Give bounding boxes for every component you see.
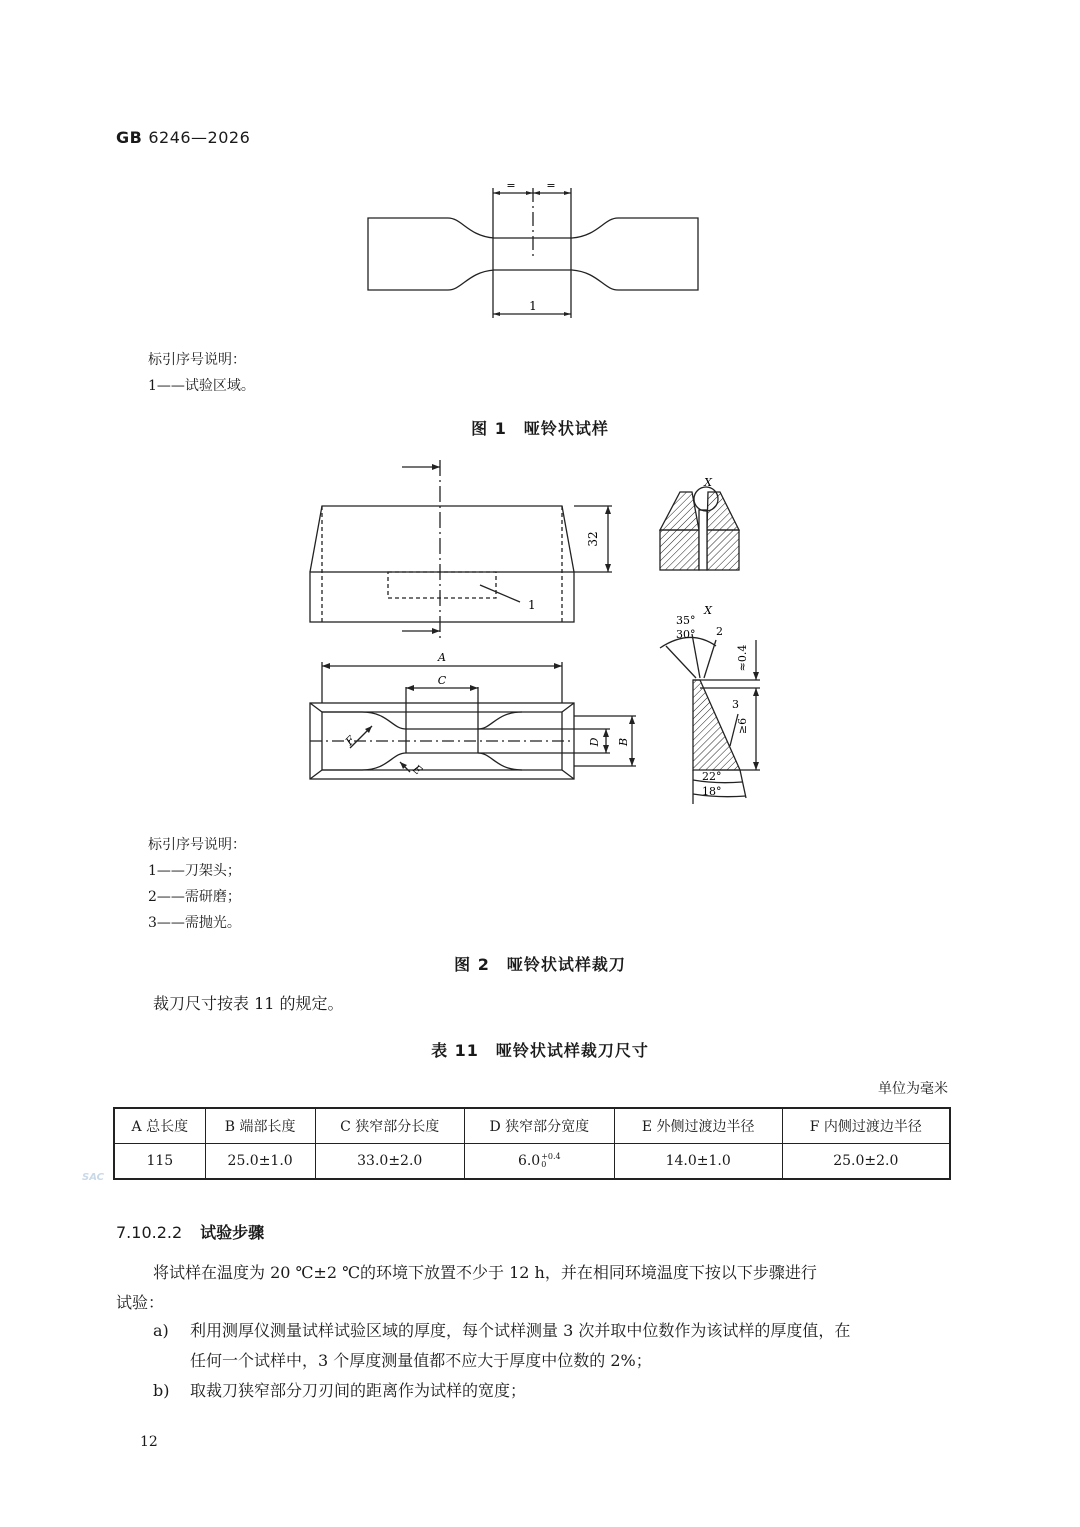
dim-a-label: A — [438, 651, 446, 664]
figure-1-caption: 图 1 哑铃状试样 — [471, 419, 609, 438]
radius-e-label: E — [410, 762, 425, 778]
d-nominal-value: 6.0 — [517, 1153, 541, 1169]
table-header: F 内侧过渡边半径 — [782, 1108, 950, 1144]
unit-note: 单位为毫米 — [878, 1081, 948, 1097]
dim-approx-04-label: ≈0.4 — [736, 644, 749, 672]
angle-22-label: 22° — [702, 770, 722, 783]
table-cell: 115 — [114, 1144, 205, 1180]
procedure-paragraph — [116, 1258, 952, 1318]
detail-x-title: X — [704, 604, 712, 617]
legend-title: 标引序号说明： — [148, 352, 246, 368]
angle-35-label: 35° — [676, 614, 696, 627]
legend-item: 3——需抛光。 — [148, 915, 241, 931]
cutter-dimension-table — [113, 1107, 951, 1180]
table-cell-d — [464, 1144, 614, 1180]
legend-item: 1——试验区域。 — [148, 378, 255, 394]
list-marker: a) — [153, 1321, 169, 1340]
section-number: 7.10.2.2 — [116, 1223, 183, 1242]
table-header: A 总长度 — [114, 1108, 205, 1144]
list-item-text — [190, 1316, 850, 1376]
dim-c-label: C — [437, 674, 447, 687]
legend-item: 1——刀架头； — [148, 863, 241, 879]
table-cell: 33.0±2.0 — [315, 1144, 464, 1180]
dim-equal-mark-right: = — [546, 179, 556, 192]
table-reference-paragraph: 裁刀尺寸按表 11 的规定。 — [153, 994, 344, 1013]
standard-code: GB — [116, 128, 143, 147]
figure-2-legend — [148, 832, 246, 936]
legend-item: 2——需研磨； — [148, 889, 241, 905]
standard-number: 6246—2026 — [148, 128, 251, 147]
page-number: 12 — [140, 1434, 158, 1450]
list-item — [153, 1376, 953, 1406]
list-marker: b) — [153, 1381, 170, 1400]
radius-f-label: F — [342, 733, 358, 749]
dim-d-label: D — [588, 737, 601, 747]
callout-3-label: 3 — [732, 698, 739, 711]
table-header: E 外侧过渡边半径 — [614, 1108, 782, 1144]
table-cell: 14.0±1.0 — [614, 1144, 782, 1180]
list-line: 任何一个试样中，3 个厚度测量值都不应大于厚度中位数的 2%； — [190, 1351, 652, 1370]
d-tolerance-upper: +0.4 — [541, 1152, 561, 1161]
section-heading — [116, 1220, 264, 1243]
list-item-text: 取裁刀狭窄部分刀刃间的距离作为试样的宽度； — [190, 1381, 527, 1400]
paragraph-line: 试验： — [116, 1293, 165, 1312]
dim-b-label: B — [617, 737, 630, 747]
table-cell: 25.0±1.0 — [205, 1144, 315, 1180]
callout-2-label: 2 — [716, 625, 723, 638]
table-header: C 狭窄部分长度 — [315, 1108, 464, 1144]
paragraph-line: 将试样在温度为 20 ℃±2 ℃的环境下放置不少于 12 h，并在相同环境温度下按以下步骤进行 — [153, 1263, 817, 1282]
d-tolerance-lower: 0 — [541, 1160, 547, 1169]
legend-title: 标引序号说明： — [148, 837, 246, 853]
section-title: 试验步骤 — [200, 1223, 265, 1242]
procedure-list — [153, 1316, 953, 1406]
table-header: B 端部长度 — [205, 1108, 315, 1144]
table-row — [114, 1144, 950, 1180]
list-line: 利用测厚仪测量试样试验区域的厚度，每个试样测量 3 次并取中位数作为该试样的厚度值，在 — [190, 1321, 851, 1340]
angle-18-label: 18° — [702, 785, 722, 798]
dim-equal-mark-left: = — [506, 179, 516, 192]
table-header: D 狭窄部分宽度 — [464, 1108, 614, 1144]
dim-min-6-label: ≥6 — [736, 717, 749, 735]
test-area-label: 1 — [529, 299, 537, 313]
sac-watermark: SAC — [82, 1172, 104, 1183]
angle-30-label: 30° — [676, 628, 696, 641]
table-header-row — [114, 1108, 950, 1144]
figure-2-caption: 图 2 哑铃状试样裁刀 — [454, 955, 626, 974]
table-cell: 25.0±2.0 — [782, 1144, 950, 1180]
table-11-caption: 表 11 哑铃状试样裁刀尺寸 — [431, 1041, 649, 1060]
figure-1-legend — [148, 347, 255, 399]
list-item — [153, 1316, 953, 1376]
callout-1-label: 1 — [528, 598, 536, 612]
figure-2-specimen-cutter — [0, 450, 1080, 820]
detail-x-marker: X — [704, 476, 712, 489]
dim-32-label: 32 — [586, 531, 600, 547]
figure-1-dumbbell-specimen — [0, 0, 1080, 330]
